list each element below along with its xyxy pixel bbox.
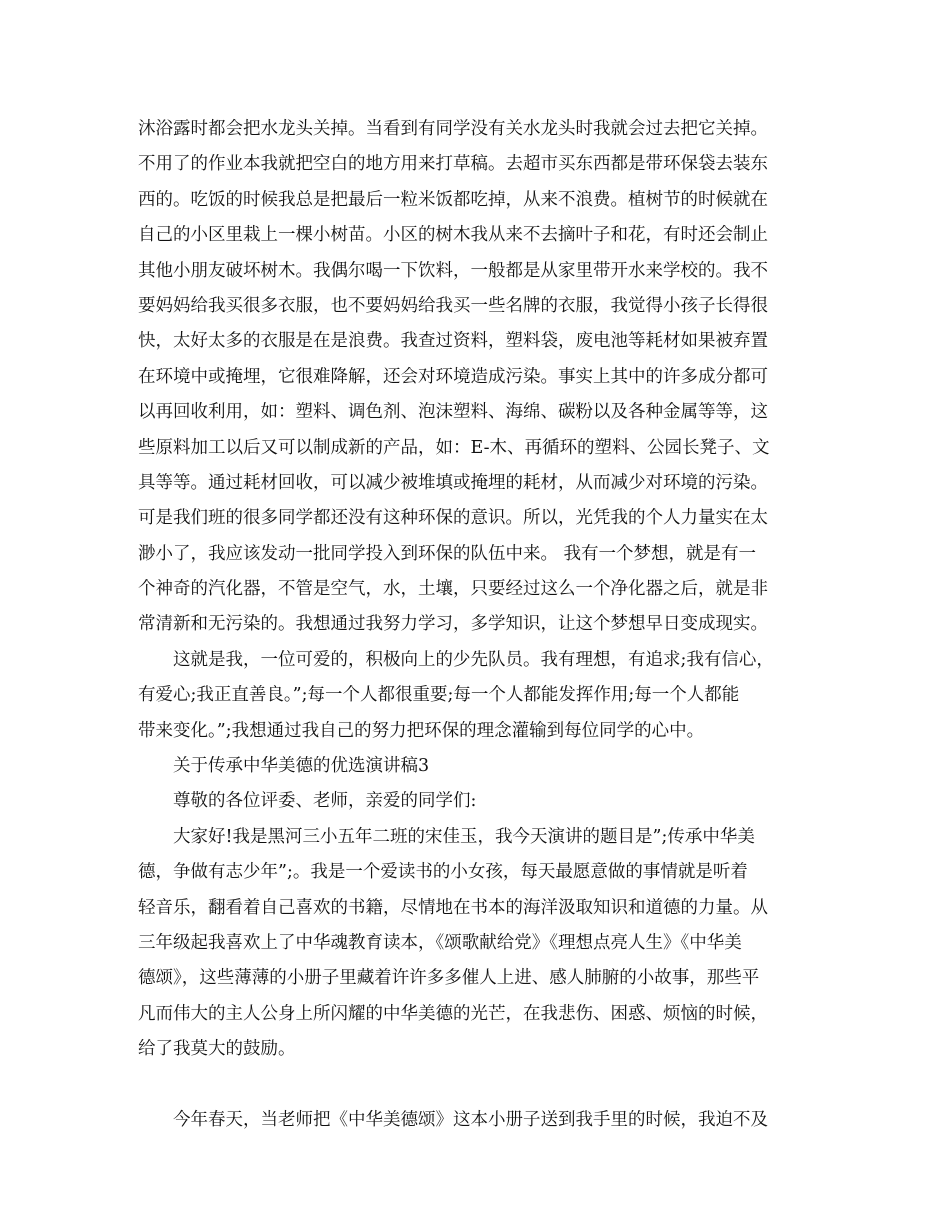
text-line: 轻音乐，翻看着自己喜欢的书籍，尽情地在书本的海洋汲取知识和道德的力量。从 [138, 897, 768, 918]
text-line: 些原料加工以后又可以制成新的产品，如：E-木、再循环的塑料、公园长凳子、文 [138, 437, 770, 458]
text-line: 带来变化。”;我想通过我自己的努力把环保的理念灌输到每位同学的心中。 [138, 720, 705, 741]
text-line: 常清新和无污染的。我想通过我努力学习，多学知识，让这个梦想早日变成现实。 [138, 614, 768, 635]
text-line: 大家好!我是黑河三小五年二班的宋佳玉，我今天演讲的题目是”;传承中华美 [138, 826, 755, 847]
text-line: 这就是我，一位可爱的，积极向上的少先队员。我有理想，有追求;我有信心， [138, 649, 774, 670]
section-heading: 关于传承中华美德的优选演讲稿3 [138, 756, 430, 777]
text-line: 凡而伟大的主人公身上所闪耀的中华美德的光芒，在我悲伤、困惑、烦恼的时候， [138, 1003, 768, 1024]
text-line: 要妈妈给我买很多衣服，也不要妈妈给我买一些名牌的衣服，我觉得小孩子长得很 [138, 295, 768, 316]
text-line: 渺小了，我应该发动一批同学投入到环保的队伍中来。 我有一个梦想，就是有一 [138, 543, 757, 564]
text-line: 快，太好太多的衣服是在是浪费。我查过资料，塑料袋，废电池等耗材如果被弃置 [138, 331, 768, 352]
blank-line [138, 1068, 828, 1103]
salutation: 尊敬的各位评委、老师，亲爱的同学们: [138, 791, 477, 812]
text-line: 沐浴露时都会把水龙头关掉。当看到有同学没有关水龙头时我就会过去把它关掉。 [138, 119, 768, 139]
text-line: 在环境中或掩埋，它很难降解，还会对环境造成污染。事实上其中的许多成分都可 [138, 366, 768, 387]
text-line: 不用了的作业本我就把空白的地方用来打草稿。去超市买东西都是带环保袋去装东 [138, 154, 768, 175]
text-line: 三年级起我喜欢上了中华魂教育读本，《颂歌献给党》《理想点亮人生》《中华美 [138, 932, 742, 953]
text-line: 给了我莫大的鼓励。 [138, 1039, 296, 1060]
text-line: 自己的小区里栽上一棵小树苗。小区的树木我从来不去摘叶子和花，有时还会制止 [138, 225, 768, 246]
document-body [138, 112, 828, 1138]
text-line: 有爱心;我正直善良。”;每一个人都很重要;每一个人都能发挥作用;每一个人都能 [138, 685, 740, 706]
text-line: 今年春天，当老师把《中华美德颂》这本小册子送到我手里的时候，我迫不及 [138, 1109, 768, 1130]
text-line: 德，争做有志少年”;。我是一个爱读书的小女孩，每天最愿意做的事情就是听着 [138, 862, 748, 883]
text-line: 可是我们班的很多同学都还没有这种环保的意识。所以，光凭我的个人力量实在太 [138, 508, 768, 529]
text-line: 西的。吃饭的时候我总是把最后一粒米饭都吃掉，从来不浪费。植树节的时候就在 [138, 189, 768, 210]
text-line: 德颂》，这些薄薄的小册子里藏着许许多多催人上进、感人肺腑的小故事，那些平 [138, 968, 760, 989]
text-line: 个神奇的汽化器，不管是空气，水，土壤，只要经过这么一个净化器之后，就是非 [138, 579, 768, 600]
text-line: 具等等。通过耗材回收，可以减少被堆填或掩埋的耗材，从而减少对环境的污染。 [138, 472, 768, 493]
text-line: 其他小朋友破坏树木。我偶尔喝一下饮料，一般都是从家里带开水来学校的。我不 [138, 260, 768, 281]
text-line: 以再回收利用，如：塑料、调色剂、泡沫塑料、海绵、碳粉以及各种金属等等，这 [138, 402, 768, 423]
